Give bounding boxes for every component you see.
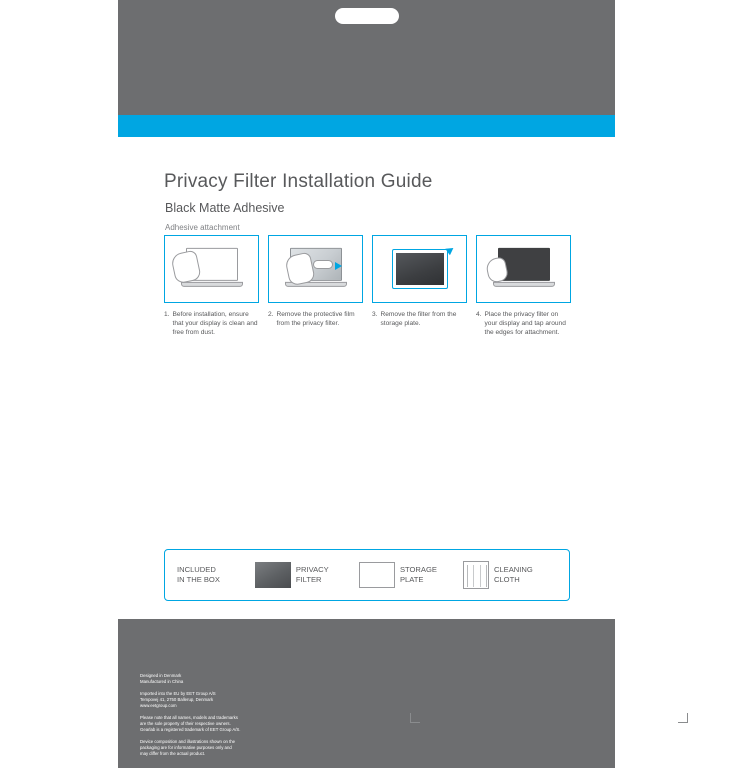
- step-4-caption: [476, 310, 571, 338]
- disclaimer-line-3: may differ from the actual product.: [140, 751, 206, 756]
- step-number: 4.: [476, 311, 482, 318]
- step-3-illustration: [372, 235, 467, 303]
- importer-line-1: Imported into the EU by EET Group A/S: [140, 691, 216, 696]
- step-2-illustration: [268, 235, 363, 303]
- storage-plate-icon: [392, 249, 448, 289]
- page-subtitle: Black Matte Adhesive: [165, 201, 285, 215]
- step-item: [164, 235, 259, 338]
- laptop-base: [493, 282, 555, 287]
- crop-mark-left: [410, 713, 420, 723]
- box-item-label: [296, 565, 329, 585]
- crop-mark-right: [678, 713, 688, 723]
- box-item-label: [494, 565, 533, 585]
- included-in-box-title: [177, 565, 245, 585]
- privacy-filter-sheet: [396, 253, 444, 285]
- disclaimer-block: [140, 739, 380, 757]
- steps-row: [164, 235, 574, 338]
- label-line-1: PRIVACY: [295, 565, 329, 574]
- step-text: Before installation, ensure that your display is clean and free from dust.: [172, 311, 258, 337]
- included-in-box-panel: [164, 549, 570, 601]
- origin-line-1: Designed in Denmark: [140, 673, 182, 678]
- label-line-1: CLEANING: [493, 565, 533, 574]
- arrow-icon: [335, 262, 342, 270]
- step-item: [372, 235, 467, 338]
- step-text: Place the privacy filter on your display and tap around the edges for attachment.: [484, 311, 566, 337]
- step-number: 1.: [164, 311, 170, 318]
- origin-block: [140, 673, 380, 685]
- step-text: Remove the filter from the storage plate.: [380, 311, 457, 328]
- accent-bar: [118, 115, 615, 137]
- laptop-base: [181, 282, 243, 287]
- step-2-caption: [268, 310, 363, 328]
- storage-plate-icon: [359, 562, 395, 588]
- step-1-caption: [164, 310, 259, 338]
- box-item-label: [400, 565, 437, 585]
- disclaimer-line-2: packaging are for informative purposes only and: [140, 745, 232, 750]
- label-line-1: STORAGE: [399, 565, 437, 574]
- box-item-storage-plate: [359, 562, 453, 588]
- page-title: Privacy Filter Installation Guide: [164, 171, 433, 192]
- importer-website: www.eetgroup.com: [140, 703, 177, 708]
- trademark-line-1: Please note that all names, models and trademarks: [140, 715, 238, 720]
- product-packaging: [118, 0, 615, 768]
- label-line-2: CLOTH: [493, 575, 520, 584]
- disclaimer-line-1: Device composition and illustrations shown on the: [140, 739, 236, 744]
- importer-line-2: Tempovej 41, 2750 Ballerup, Denmark: [140, 697, 214, 702]
- step-item: [476, 235, 571, 338]
- included-title-line-2: IN THE BOX: [177, 575, 220, 584]
- trademark-block: [140, 715, 380, 733]
- instruction-panel: [118, 137, 615, 619]
- included-title-line-1: INCLUDED: [177, 565, 216, 574]
- label-line-2: PLATE: [399, 575, 424, 584]
- step-4-illustration: [476, 235, 571, 303]
- pull-tab-icon: [313, 260, 333, 269]
- origin-line-2: Manufactured in China: [140, 679, 184, 684]
- privacy-filter-icon: [255, 562, 291, 588]
- box-item-cleaning-cloth: [463, 561, 557, 589]
- step-number: 2.: [268, 311, 274, 318]
- cloth-folds: [467, 565, 487, 587]
- trademark-line-3: Gearlab is a registered trademark of EET Group A/S.: [140, 727, 241, 732]
- trademark-line-2: are the sole property of their respective owners.: [140, 721, 231, 726]
- importer-block: [140, 691, 380, 709]
- step-text: Remove the protective film from the privacy filter.: [276, 311, 355, 328]
- hang-tab-cutout: [335, 8, 399, 24]
- section-label: Adhesive attachment: [165, 223, 240, 232]
- step-1-illustration: [164, 235, 259, 303]
- box-item-privacy-filter: [255, 562, 349, 588]
- label-line-2: FILTER: [295, 575, 322, 584]
- step-number: 3.: [372, 311, 378, 318]
- step-3-caption: [372, 310, 467, 328]
- cleaning-cloth-icon: [463, 561, 489, 589]
- step-item: [268, 235, 363, 338]
- footer-fine-print: [140, 673, 380, 763]
